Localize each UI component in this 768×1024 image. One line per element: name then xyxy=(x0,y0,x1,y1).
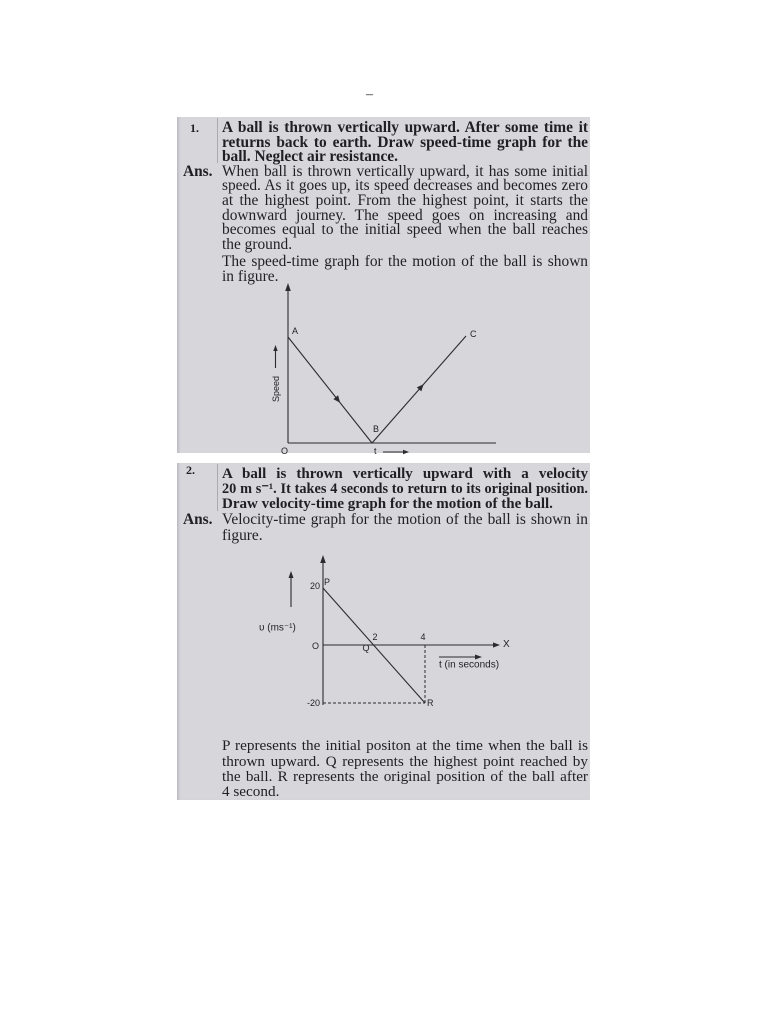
x-tick-label-2: 2 xyxy=(372,632,378,642)
q2-question xyxy=(222,467,588,512)
x-axis-arrowhead xyxy=(493,642,500,647)
q1-answer-line: speed. As it goes up, its speed decreases and becomes zero xyxy=(222,177,588,195)
x-tick-label-4: 4 xyxy=(420,632,426,642)
q1-answer-line: downward journey. The speed goes on increasing and xyxy=(222,206,588,224)
velocity-time-graph xyxy=(250,550,520,715)
y-tick-label-minus-20: -20 xyxy=(306,698,320,708)
q2-question-line: 20 m s⁻¹. It takes 4 seconds to return to its original position. xyxy=(222,480,588,497)
point-label-r: R xyxy=(427,698,434,708)
q2-answer xyxy=(222,512,588,545)
point-label-p: P xyxy=(324,577,331,587)
x-axis-label: t xyxy=(374,446,377,456)
q1-number: 1. xyxy=(190,121,199,135)
q2-explanation-line: P represents the initial positon at the time when the ball is xyxy=(222,737,588,755)
q2-explanation-line: thrown upward. Q represents the highest point reached by xyxy=(222,752,588,770)
q1-answer-line: becomes equal to the initial speed when the ball reaches xyxy=(222,221,588,239)
question-box-edge xyxy=(217,118,218,163)
q1-question-line: ball. Neglect air resistance. xyxy=(222,148,398,166)
q2-answer-label: Ans. xyxy=(183,510,213,528)
origin-label: O xyxy=(281,446,289,456)
q1-answer-line: at the highest point. From the highest point, it starts the xyxy=(222,191,588,209)
q1-answer-line: When ball is thrown vertically upward, it has some initial xyxy=(222,162,588,180)
point-label-q: Q xyxy=(362,643,370,653)
x-axis-label-arrowhead xyxy=(403,450,409,454)
q1-text xyxy=(222,121,588,284)
question-box-edge xyxy=(217,464,218,511)
q2-answer-line: Velocity-time graph for the motion of the ball is shown in xyxy=(222,510,588,528)
q1-question-line: returns back to earth. Draw speed-time graph for the xyxy=(222,133,588,151)
page-mark: – xyxy=(366,87,373,102)
x-axis-end-label: X xyxy=(503,639,510,650)
y-axis-arrowhead xyxy=(320,555,326,563)
y-axis-arrowhead xyxy=(285,283,291,291)
q2-explanation-line: 4 second. xyxy=(222,783,280,800)
y-axis-label: υ (ms⁻¹) xyxy=(259,622,296,634)
point-label-a: A xyxy=(292,326,299,336)
point-label-b: B xyxy=(373,424,380,434)
q1-figure-intro-line: in figure. xyxy=(222,267,279,285)
q2-question-line: A ball is thrown vertically upward with a velocity xyxy=(222,465,588,482)
q2-answer-line: figure. xyxy=(222,527,263,545)
q1-answer xyxy=(222,162,588,253)
q1-question xyxy=(222,121,588,165)
y-axis-label: Speed xyxy=(271,375,281,403)
q2-explanation xyxy=(222,738,588,799)
x-axis-label: t (in seconds) xyxy=(439,659,500,671)
y-tick-label-20: 20 xyxy=(309,581,320,591)
speed-time-graph xyxy=(230,278,520,463)
q1-answer-label: Ans. xyxy=(183,162,213,180)
segment-a-to-b xyxy=(288,337,372,443)
q1-answer-line: the ground. xyxy=(222,235,293,253)
q2-explanation-line: the ball. R represents the original position of the ball after xyxy=(222,767,588,785)
q2-number: 2. xyxy=(186,463,195,477)
point-label-c: C xyxy=(470,329,477,339)
y-axis-label-arrowhead xyxy=(289,571,294,578)
q2-question-line: Draw velocity-time graph for the motion of the ball. xyxy=(222,495,553,512)
q1-figure-intro-line: The speed-time graph for the motion of the ball is shown xyxy=(222,252,588,270)
origin-label: O xyxy=(311,641,319,651)
q1-question-line: A ball is thrown vertically upward. After some time it xyxy=(222,119,588,136)
segment-b-to-c xyxy=(372,336,466,443)
y-axis-label-arrowhead xyxy=(273,345,277,351)
